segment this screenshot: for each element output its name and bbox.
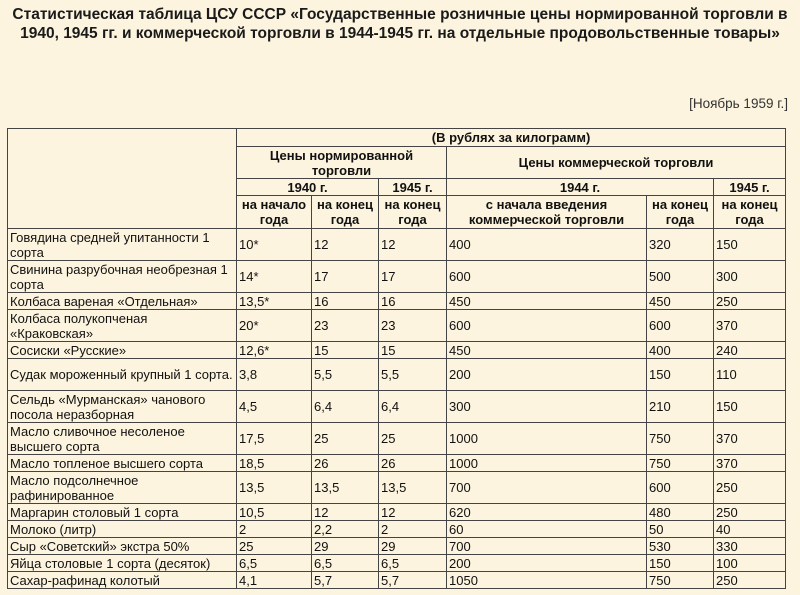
year-1944-header: 1944 г. [447,179,714,196]
price-cell: 400 [447,229,647,261]
price-table [7,128,786,589]
price-cell: 600 [647,472,714,504]
col-end-of-year: на конец года [647,196,714,229]
price-cell: 600 [447,261,647,293]
price-cell: 12 [312,504,379,521]
product-name: Сосиски «Русские» [8,342,237,359]
price-cell: 25 [312,423,379,455]
price-cell: 16 [312,293,379,310]
price-cell: 25 [237,538,312,555]
price-cell: 150 [714,391,786,423]
table-row [8,261,786,293]
price-cell: 370 [714,310,786,342]
price-cell: 500 [647,261,714,293]
table-row [8,572,786,589]
price-cell: 100 [714,555,786,572]
product-header-cell [8,129,237,229]
price-cell: 60 [447,521,647,538]
price-cell: 5,5 [379,359,447,391]
col-end-of-year: на конец года [714,196,786,229]
price-cell: 12 [379,229,447,261]
rationed-group-header: Цены нормированной торговли [237,147,447,179]
price-cell: 16 [379,293,447,310]
table-row [8,310,786,342]
product-name: Масло топленое высшего сорта [8,455,237,472]
price-cell: 40 [714,521,786,538]
price-cell: 370 [714,455,786,472]
price-cell: 300 [447,391,647,423]
price-cell: 5,7 [379,572,447,589]
price-cell: 6,5 [312,555,379,572]
product-name: Сыр «Советский» экстра 50% [8,538,237,555]
price-cell: 700 [447,472,647,504]
price-cell: 13,5* [237,293,312,310]
col-end-of-year: на конец года [312,196,379,229]
table-row [8,504,786,521]
product-name: Маргарин столовый 1 сорта [8,504,237,521]
table-row [8,538,786,555]
price-cell: 10,5 [237,504,312,521]
price-cell: 320 [647,229,714,261]
product-name: Колбаса полукопченая «Краковская» [8,310,237,342]
price-cell: 620 [447,504,647,521]
price-cell: 26 [379,455,447,472]
price-cell: 4,5 [237,391,312,423]
price-cell: 700 [447,538,647,555]
price-cell: 23 [379,310,447,342]
price-cell: 12 [379,504,447,521]
price-cell: 17 [312,261,379,293]
product-name: Сельдь «Мурманская» чанового посола неразборная [8,391,237,423]
price-cell: 6,4 [379,391,447,423]
price-cell: 18,5 [237,455,312,472]
price-cell: 750 [647,572,714,589]
price-cell: 200 [447,555,647,572]
product-name: Масло подсолнечное рафинированное [8,472,237,504]
document-title: Статистическая таблица ЦСУ СССР «Государственные розничные цены нормированной торговли в 1940, 1945 гг. и коммерческой торговли в 1944-1945 гг. на отдельные продовольственные товары» [12,6,788,42]
price-cell: 5,5 [312,359,379,391]
table-row [8,391,786,423]
price-cell: 20* [237,310,312,342]
table-row [8,359,786,391]
price-cell: 1050 [447,572,647,589]
price-cell: 29 [379,538,447,555]
price-cell: 110 [714,359,786,391]
date-note: [Ноябрь 1959 г.] [689,96,788,111]
table-row [8,229,786,261]
price-cell: 210 [647,391,714,423]
year-1940-header: 1940 г. [237,179,379,196]
price-cell: 450 [447,293,647,310]
table-row [8,293,786,310]
price-cell: 23 [312,310,379,342]
price-cell: 240 [714,342,786,359]
table-row [8,521,786,538]
price-cell: 25 [379,423,447,455]
price-cell: 600 [647,310,714,342]
price-cell: 14* [237,261,312,293]
price-cell: 2 [379,521,447,538]
price-cell: 450 [647,293,714,310]
price-cell: 250 [714,472,786,504]
price-cell: 480 [647,504,714,521]
year-1945-rationed-header: 1945 г. [379,179,447,196]
year-1945-commercial-header: 1945 г. [714,179,786,196]
price-cell: 2 [237,521,312,538]
col-end-of-year: на конец года [379,196,447,229]
price-cell: 13,5 [379,472,447,504]
price-cell: 750 [647,455,714,472]
price-cell: 1000 [447,423,647,455]
table-row [8,472,786,504]
product-name: Сахар-рафинад колотый [8,572,237,589]
price-cell: 13,5 [237,472,312,504]
price-cell: 15 [379,342,447,359]
price-cell: 530 [647,538,714,555]
price-cell: 600 [447,310,647,342]
product-name: Колбаса вареная «Отдельная» [8,293,237,310]
price-cell: 370 [714,423,786,455]
table-row [8,555,786,572]
table-row [8,342,786,359]
price-cell: 6,5 [237,555,312,572]
price-cell: 6,5 [379,555,447,572]
product-name: Свинина разрубочная необрезная 1 сорта [8,261,237,293]
price-cell: 29 [312,538,379,555]
price-cell: 5,7 [312,572,379,589]
price-cell: 26 [312,455,379,472]
price-cell: 12,6* [237,342,312,359]
price-cell: 15 [312,342,379,359]
price-cell: 2,2 [312,521,379,538]
price-cell: 250 [714,293,786,310]
price-cell: 12 [312,229,379,261]
price-cell: 6,4 [312,391,379,423]
col-start-of-year: на начало года [237,196,312,229]
price-cell: 150 [647,555,714,572]
price-cell: 17,5 [237,423,312,455]
price-cell: 4,1 [237,572,312,589]
product-name: Говядина средней упитанности 1 сорта [8,229,237,261]
price-cell: 13,5 [312,472,379,504]
price-cell: 200 [447,359,647,391]
price-cell: 1000 [447,455,647,472]
price-cell: 17 [379,261,447,293]
product-name: Молоко (литр) [8,521,237,538]
price-cell: 50 [647,521,714,538]
price-cell: 750 [647,423,714,455]
product-name: Яйца столовые 1 сорта (десяток) [8,555,237,572]
price-cell: 150 [647,359,714,391]
commercial-group-header: Цены коммерческой торговли [447,147,786,179]
price-cell: 10* [237,229,312,261]
col-since-introduction: с начала введения коммерческой торговли [447,196,647,229]
price-cell: 250 [714,504,786,521]
table-row [8,423,786,455]
price-cell: 330 [714,538,786,555]
unit-header: (В рублях за килограмм) [237,129,786,147]
price-cell: 450 [447,342,647,359]
product-name: Масло сливочное несоленое высшего сорта [8,423,237,455]
price-cell: 400 [647,342,714,359]
product-name: Судак мороженный крупный 1 сорта. [8,359,237,391]
price-cell: 150 [714,229,786,261]
price-cell: 3,8 [237,359,312,391]
table-row [8,455,786,472]
price-cell: 250 [714,572,786,589]
price-cell: 300 [714,261,786,293]
